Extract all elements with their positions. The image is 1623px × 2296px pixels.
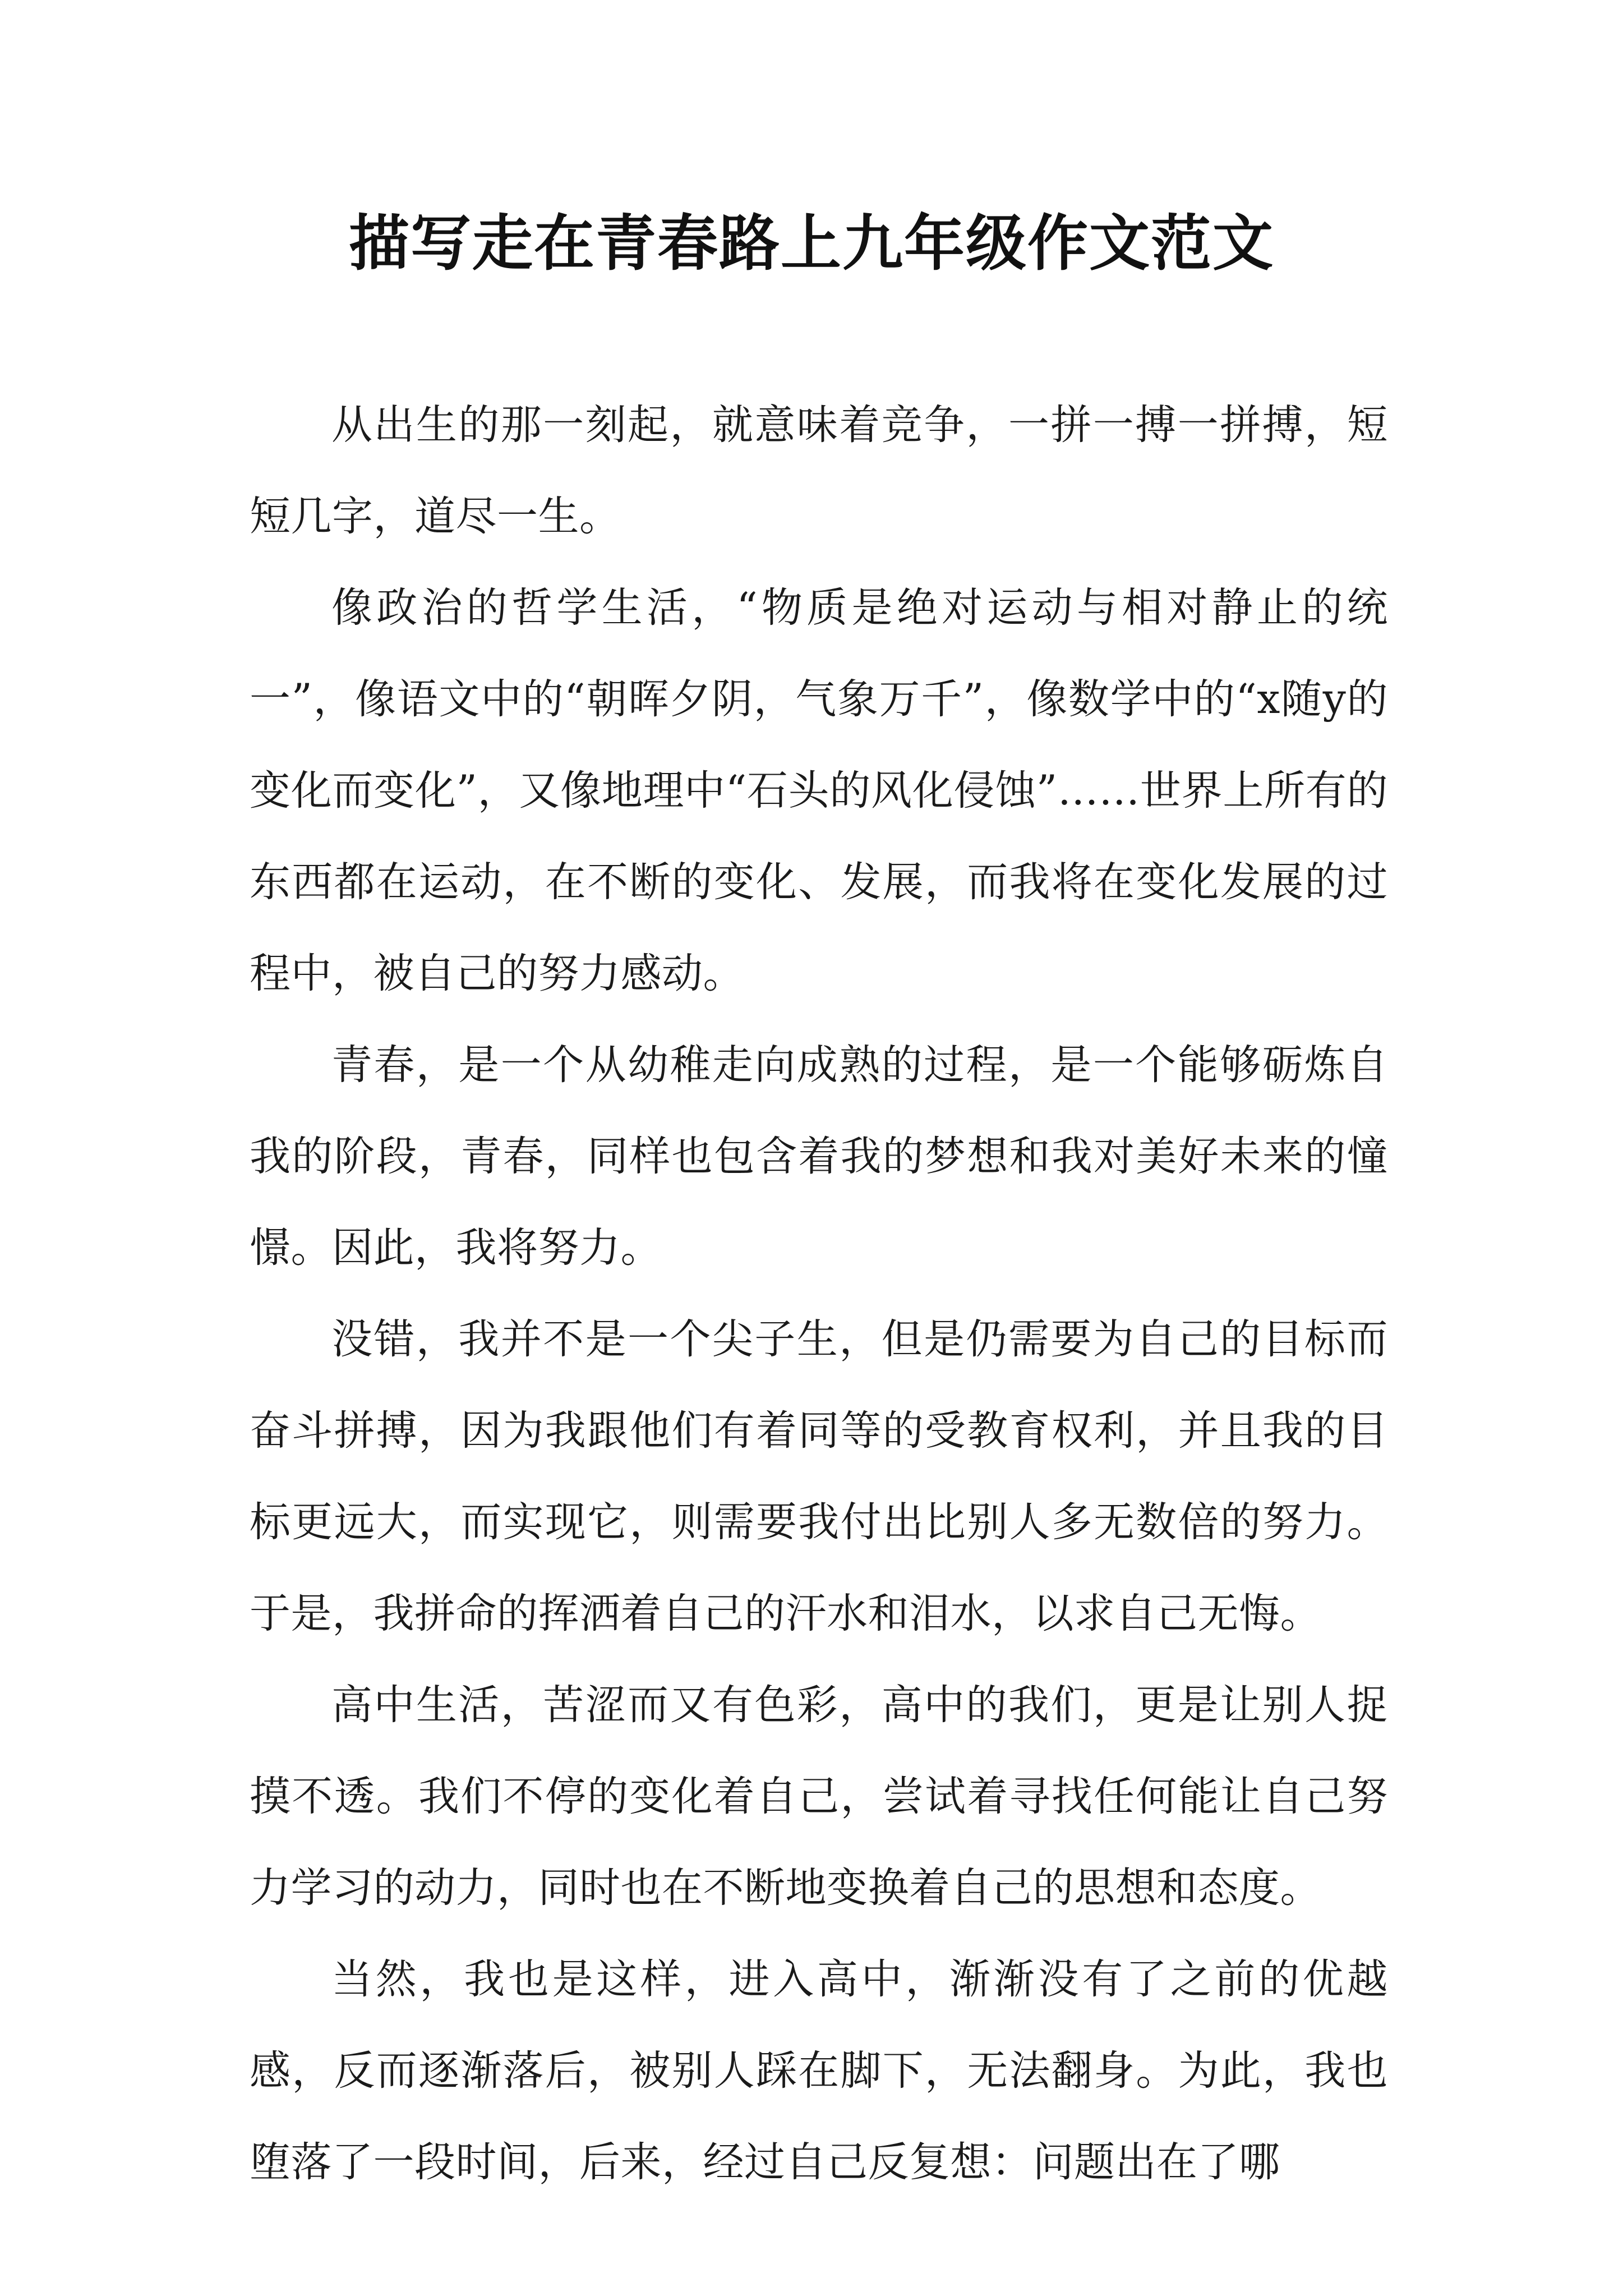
paragraph-4: 没错，我并不是一个尖子生，但是仍需要为自己的目标而奋斗拼搏，因为我跟他们有着同等的受教育权利，并且我的目标更远大，而实现它，则需要我付出比别人多无数倍的努力。于是，我拼命的挥洒着自己的汗水和泪水，以求自己无悔。 bbox=[250, 1315, 1388, 1637]
paragraph-5: 高中生活，苦涩而又有色彩，高中的我们，更是让别人捉摸不透。我们不停的变化着自己，尝试着寻找任何能让自己努力学习的动力，同时也在不断地变换着自己的思想和态度。 bbox=[250, 1681, 1388, 1912]
paragraph-1: 从出生的那一刻起，就意味着竞争，一拼一搏一拼搏，短短几字，道尽一生。 bbox=[250, 401, 1388, 540]
paragraph-3: 青春，是一个从幼稚走向成熟的过程，是一个能够砺炼自我的阶段，青春，同样也包含着我的梦想和我对美好未来的憧憬。因此，我将努力。 bbox=[250, 1041, 1388, 1272]
document-body bbox=[250, 379, 1388, 2208]
document-title: 描写走在青春路上九年级作文范文 bbox=[348, 209, 1274, 279]
paragraph-6: 当然，我也是这样，进入高中，渐渐没有了之前的优越感，反而逐渐落后，被别人踩在脚下，无法翻身。为此，我也堕落了一段时间，后来，经过自己反复想：问题出在了哪 bbox=[250, 1955, 1388, 2186]
paragraph-2: 像政治的哲学生活，“物质是绝对运动与相对静止的统一”，像语文中的“朝晖夕阴，气象万千”，像数学中的“x随y的变化而变化”，又像地理中“石头的风化侵蚀”……世界上所有的东西都在运动，在不断的变化、发展，而我将在变化发展的过程中，被自己的努力感动。 bbox=[250, 584, 1388, 997]
